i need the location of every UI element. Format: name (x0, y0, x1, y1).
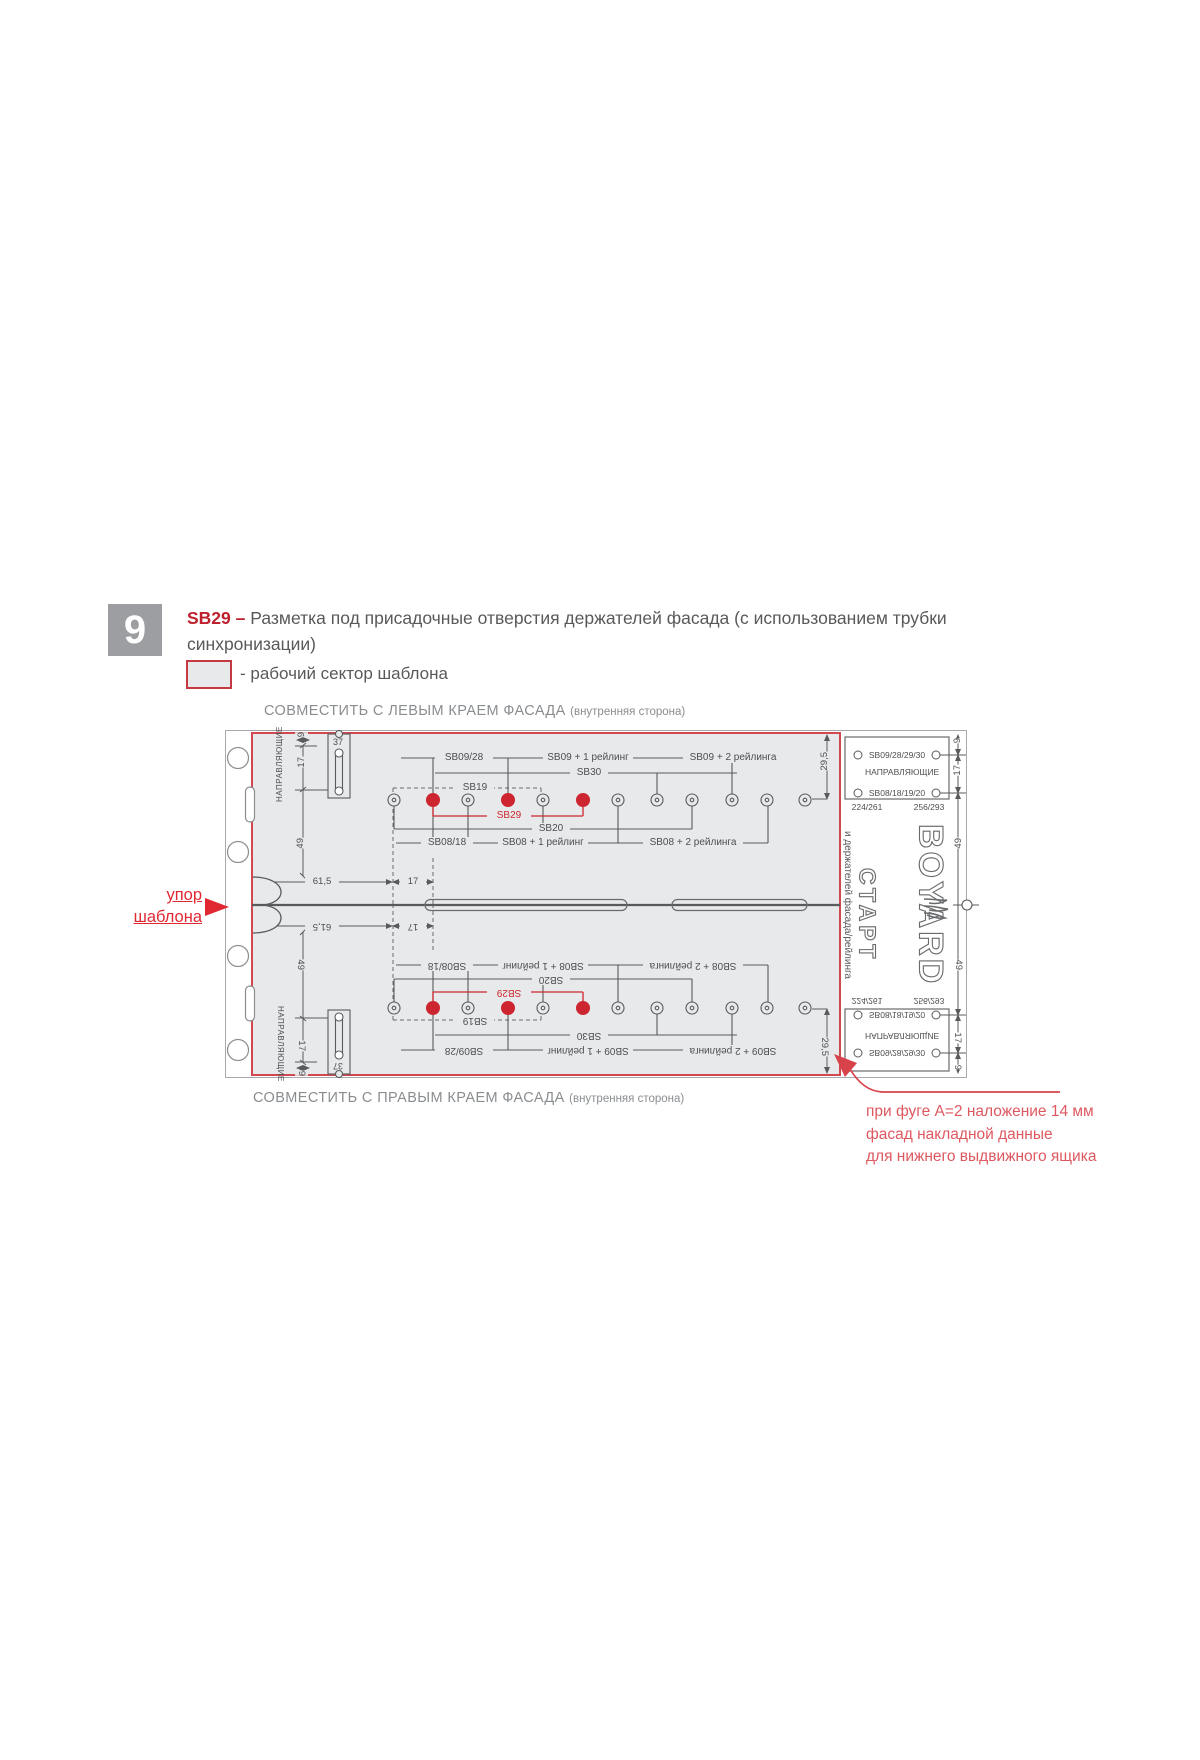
dim-9-right: 9 (952, 1064, 963, 1070)
dim-17: 17 (296, 1040, 307, 1051)
title-text-line2: синхронизации) (187, 634, 317, 654)
stop-label-line1: упор (166, 886, 202, 904)
legend-work-sector-swatch (186, 660, 232, 689)
infobox-num-left: 224/261 (845, 996, 889, 1006)
dim-17-horizontal: 17 (400, 876, 426, 887)
label-sb19: SB19 (456, 782, 494, 793)
dim-17-right: 17 (952, 1032, 963, 1043)
caption-bottom-note: (внутренняя сторона) (569, 1093, 685, 1105)
label-sb09-rail2: SB09 + 2 рейлинга (683, 752, 783, 763)
label-sb09-rail1: SB09 + 1 рейлинг (543, 1045, 633, 1056)
section-title (187, 605, 1087, 657)
caption-top (264, 703, 685, 719)
label-sb29: SB29 (487, 987, 531, 998)
rotated-text-holders: и держателей фасада/рейлинга (842, 831, 853, 979)
label-sb08-18: SB08/18 (421, 837, 473, 848)
label-sb20: SB20 (532, 823, 570, 834)
brand-model-text: СТАРТ (854, 867, 881, 963)
label-sb08-rail2: SB08 + 2 рейлинга (643, 960, 743, 971)
caption-bottom-main: СОВМЕСТИТЬ С ПРАВЫМ КРАЕМ ФАСАДА (253, 1090, 565, 1106)
dim-49-right: 49 (953, 838, 964, 849)
infobox-row1: SB09/28/29/30 (865, 1048, 929, 1058)
caption-bottom (253, 1090, 684, 1106)
dim-9: 9 (296, 732, 307, 738)
guides-vertical-text: НАПРАВЛЯЮЩИЕ (276, 1006, 285, 1082)
label-sb08-rail1: SB08 + 1 рейлинг (498, 837, 588, 848)
label-sb29: SB29 (487, 810, 531, 821)
dim-49: 49 (295, 959, 306, 970)
annotation-line2: фасад накладной данные (866, 1125, 1053, 1143)
product-code: SB29 (187, 608, 231, 628)
dim-37: 37 (332, 737, 343, 747)
caption-top-note: (внутренняя сторона) (570, 706, 686, 718)
template-drawing (225, 726, 967, 1082)
infobox-row2: НАПРАВЛЯЮЩИЕ (865, 767, 940, 777)
label-sb30: SB30 (570, 1030, 608, 1041)
step-number-badge: 9 (108, 604, 162, 656)
dim-37: 37 (333, 1061, 344, 1071)
brand-logo-text: BOYARD (911, 823, 950, 987)
dim-29-5: 29,5 (819, 752, 830, 771)
label-sb09-28: SB09/28 (435, 752, 493, 763)
infobox-num-right: 256/293 (907, 802, 951, 812)
label-sb20: SB20 (532, 974, 570, 985)
stop-label-line2: шаблона (133, 908, 202, 926)
annotation-line1: при фуге А=2 наложение 14 мм (866, 1103, 1094, 1120)
dim-49: 49 (295, 838, 306, 849)
infobox-row3: SB08/18/19/20 (865, 788, 929, 798)
annotation-line3: для нижнего выдвижного ящика (866, 1148, 1097, 1165)
title-text-line1: Разметка под присадочные отверстия держателей фасада (с использованием трубки (250, 608, 947, 628)
label-sb09-rail2: SB09 + 2 рейлинга (683, 1045, 783, 1056)
dim-17-right: 17 (952, 765, 963, 776)
dim-9: 9 (296, 1070, 307, 1076)
label-sb09-rail1: SB09 + 1 рейлинг (543, 752, 633, 763)
legend-label: - рабочий сектор шаблона (240, 664, 448, 683)
infobox-row2: НАПРАВЛЯЮЩИЕ (865, 1031, 940, 1041)
dim-17-horizontal: 17 (400, 921, 426, 932)
stop-label (90, 884, 202, 928)
dim-9-right: 9 (952, 738, 963, 744)
label-sb19: SB19 (456, 1015, 494, 1026)
label-sb30: SB30 (570, 767, 608, 778)
center-overlay (225, 726, 967, 1082)
dim-49-right: 49 (953, 959, 964, 970)
infobox-row3: SB08/18/19/20 (865, 1010, 929, 1020)
guides-vertical-text: НАПРАВЛЯЮЩИЕ (275, 726, 284, 802)
dim-61-5: 61,5 (305, 921, 339, 932)
label-sb08-rail2: SB08 + 2 рейлинга (643, 837, 743, 848)
infobox-row1: SB09/28/29/30 (865, 750, 929, 760)
caption-top-main: СОВМЕСТИТЬ С ЛЕВЫМ КРАЕМ ФАСАДА (264, 703, 566, 719)
label-sb09-28: SB09/28 (435, 1045, 493, 1056)
dim-61-5: 61,5 (305, 876, 339, 887)
right-edge-center-mark (953, 900, 979, 910)
annotation-text (866, 1101, 1096, 1169)
dim-29-5: 29,5 (819, 1037, 830, 1056)
title-dash: – (235, 608, 246, 628)
dim-17: 17 (296, 757, 307, 768)
label-sb08-rail1: SB08 + 1 рейлинг (498, 960, 588, 971)
label-sb08-18: SB08/18 (421, 960, 473, 971)
infobox-num-left: 224/261 (845, 802, 889, 812)
infobox-num-right: 256/293 (907, 996, 951, 1006)
